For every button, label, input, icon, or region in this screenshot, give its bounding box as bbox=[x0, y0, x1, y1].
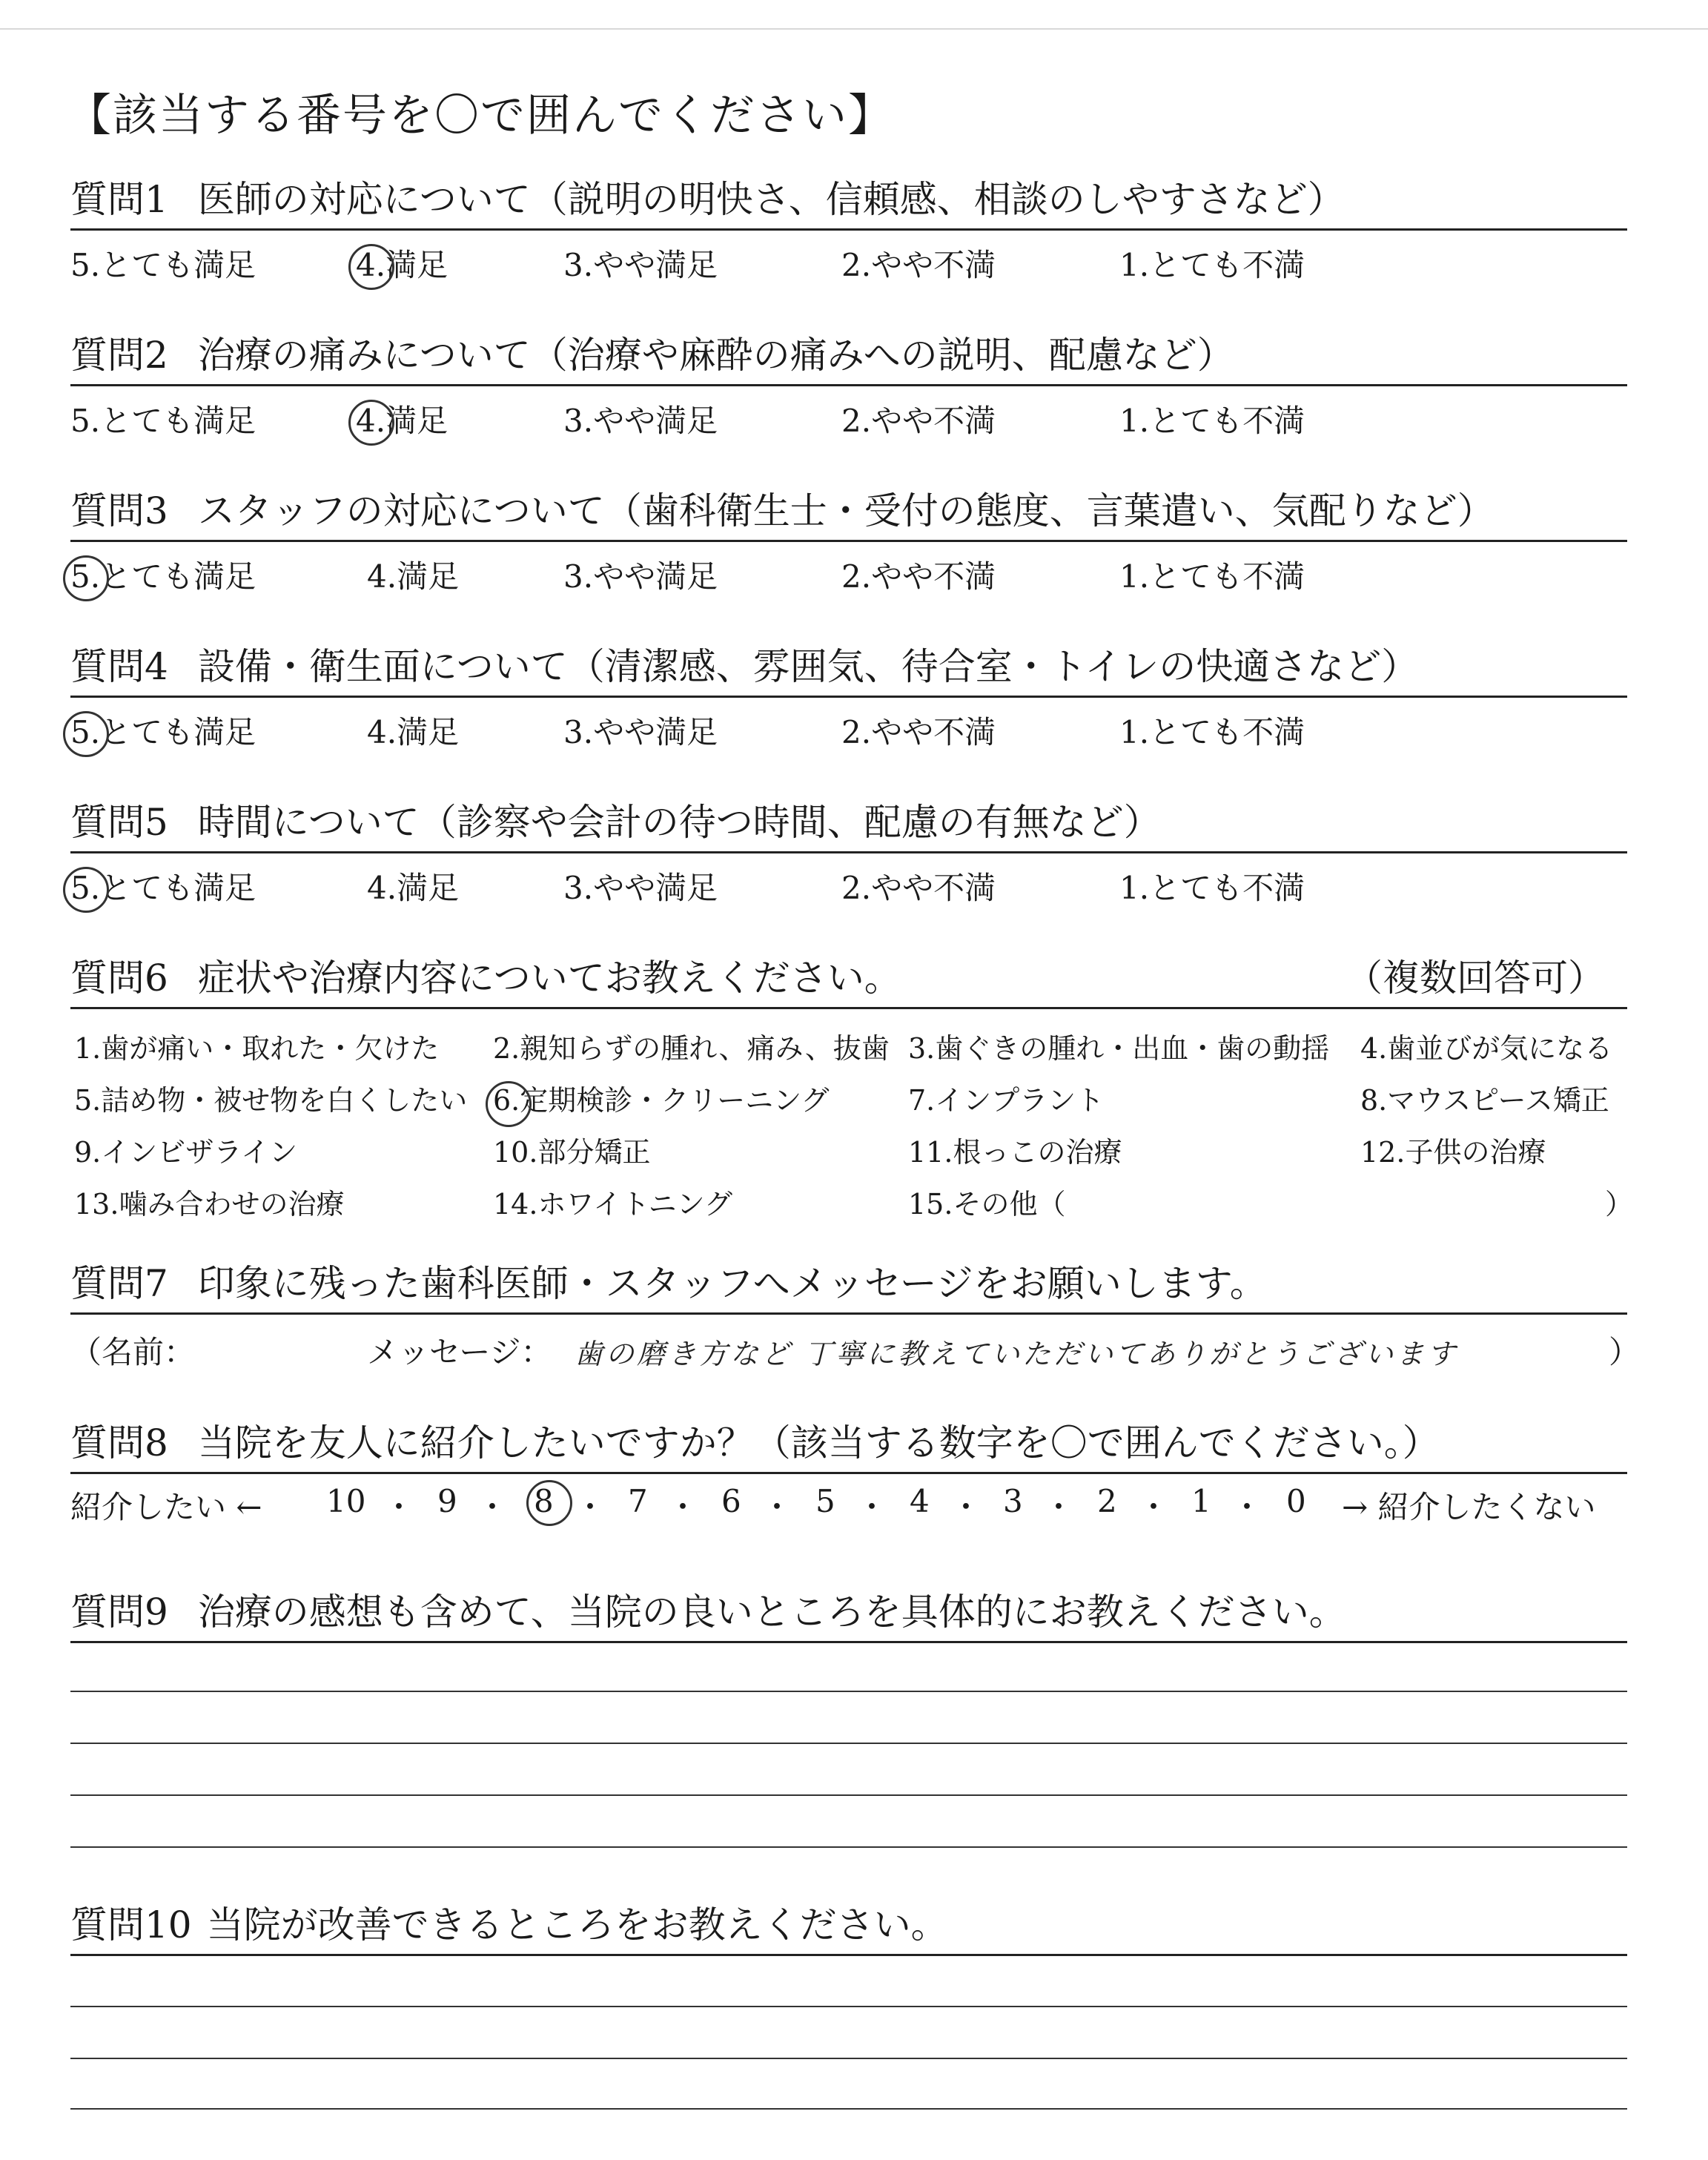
option-2[interactable]: 2.やや不満 bbox=[841, 247, 996, 283]
divider bbox=[70, 1954, 1627, 1956]
scale-4[interactable]: 4 bbox=[910, 1483, 930, 1519]
scale-separator: ・ bbox=[575, 1489, 606, 1525]
instruction-heading: 【該当する番号を〇で囲んでください】 bbox=[67, 90, 894, 142]
option-5[interactable]: 5.とても満足 bbox=[70, 714, 256, 750]
divider bbox=[70, 1312, 1627, 1315]
selection-circle: 4. bbox=[356, 403, 386, 439]
divider bbox=[70, 540, 1627, 542]
name-label: （名前： bbox=[70, 1334, 196, 1370]
option-4[interactable]: 4.満足 bbox=[356, 247, 448, 283]
scale-3[interactable]: 3 bbox=[1003, 1483, 1023, 1519]
question-1 bbox=[70, 176, 1627, 285]
rating-options bbox=[70, 552, 1627, 597]
option-1[interactable]: 1.とても不満 bbox=[1119, 403, 1305, 439]
treatment-option-6[interactable]: 6.定期検診・クリーニング bbox=[493, 1084, 830, 1117]
question-number: 質問4 bbox=[70, 645, 168, 688]
selection-circle: 5. bbox=[70, 870, 101, 906]
divider bbox=[70, 228, 1627, 231]
rating-options bbox=[70, 397, 1627, 441]
question-7 bbox=[70, 1261, 1641, 1375]
question-number: 質問6 bbox=[70, 957, 168, 1000]
option-4[interactable]: 4.満足 bbox=[367, 714, 460, 750]
treatment-option-13[interactable]: 13.噛み合わせの治療 bbox=[74, 1188, 345, 1221]
scale-2[interactable]: 2 bbox=[1097, 1483, 1117, 1519]
question-10 bbox=[70, 1902, 1627, 1956]
question-number: 質問3 bbox=[70, 489, 168, 532]
scale-separator: ・ bbox=[950, 1489, 982, 1525]
option-2[interactable]: 2.やや不満 bbox=[841, 714, 996, 750]
question-number: 質問7 bbox=[70, 1262, 168, 1305]
scale-separator: ・ bbox=[1138, 1489, 1170, 1525]
multiple-answers-hint: （複数回答可） bbox=[1345, 957, 1605, 1000]
scale-separator: ・ bbox=[761, 1489, 793, 1525]
question-text: 当院を友人に紹介したいですか？（該当する数字を〇で囲んでください。） bbox=[197, 1421, 1440, 1464]
treatment-option-3[interactable]: 3.歯ぐきの腫れ・出血・歯の動揺 bbox=[908, 1032, 1330, 1065]
option-2[interactable]: 2.やや不満 bbox=[841, 403, 996, 439]
scale-separator: ・ bbox=[667, 1489, 699, 1525]
rating-options bbox=[70, 708, 1627, 753]
treatment-option-14[interactable]: 14.ホワイトニング bbox=[493, 1188, 733, 1221]
message-row bbox=[70, 1324, 1641, 1375]
scale-0[interactable]: 0 bbox=[1286, 1483, 1306, 1519]
question-text: 印象に残った歯科医師・スタッフへメッセージをお願いします。 bbox=[197, 1262, 1267, 1305]
option-3[interactable]: 3.やや満足 bbox=[563, 870, 718, 906]
scale-5[interactable]: 5 bbox=[815, 1483, 835, 1519]
treatment-option-8[interactable]: 8.マウスピース矯正 bbox=[1360, 1084, 1609, 1117]
treatment-option-5[interactable]: 5.詰め物・被せ物を白くしたい bbox=[74, 1084, 468, 1117]
question-number: 質問1 bbox=[70, 178, 168, 221]
divider bbox=[70, 384, 1627, 386]
treatment-option-1[interactable]: 1.歯が痛い・取れた・欠けた bbox=[74, 1032, 440, 1065]
option-3[interactable]: 3.やや満足 bbox=[563, 247, 718, 283]
question-text: 医師の対応について（説明の明快さ、信頼感、相談のしやすさなど） bbox=[197, 178, 1345, 221]
option-4[interactable]: 4.満足 bbox=[356, 403, 448, 439]
scan-edge bbox=[0, 28, 1708, 30]
option-2[interactable]: 2.やや不満 bbox=[841, 870, 996, 906]
question-5 bbox=[70, 799, 1627, 908]
option-3[interactable]: 3.やや満足 bbox=[563, 403, 718, 439]
rating-options bbox=[70, 241, 1627, 285]
question-6 bbox=[70, 955, 1634, 1248]
option-4[interactable]: 4.満足 bbox=[367, 558, 460, 595]
divider bbox=[70, 1641, 1627, 1643]
option-3[interactable]: 3.やや満足 bbox=[563, 714, 718, 750]
answer-line[interactable] bbox=[70, 1691, 1627, 1692]
option-5[interactable]: 5.とても満足 bbox=[70, 870, 256, 906]
question-3 bbox=[70, 488, 1627, 597]
answer-line[interactable] bbox=[70, 1846, 1627, 1848]
answer-line[interactable] bbox=[70, 2006, 1627, 2007]
treatment-option-12[interactable]: 12.子供の治療 bbox=[1360, 1136, 1546, 1169]
question-number: 質問9 bbox=[70, 1591, 168, 1634]
question-text: 治療の感想も含めて、当院の良いところを具体的にお教えください。 bbox=[197, 1591, 1346, 1634]
selection-circle: 4. bbox=[356, 247, 386, 283]
selection-circle: 5. bbox=[70, 558, 101, 595]
treatment-option-11[interactable]: 11.根っこの治療 bbox=[908, 1136, 1122, 1169]
question-8 bbox=[70, 1420, 1627, 1527]
question-number: 質問10 bbox=[70, 1903, 192, 1946]
answer-line[interactable] bbox=[70, 2058, 1627, 2059]
question-4 bbox=[70, 644, 1627, 753]
question-text: スタッフの対応について（歯科衛生士・受付の態度、言葉遣い、気配りなど） bbox=[197, 489, 1494, 532]
option-5[interactable]: 5.とても満足 bbox=[70, 403, 256, 439]
question-9 bbox=[70, 1589, 1627, 1643]
answer-line[interactable] bbox=[70, 1794, 1627, 1796]
selection-circle: 5. bbox=[70, 714, 101, 750]
message-label: メッセージ： bbox=[367, 1334, 552, 1370]
handwritten-message[interactable]: 歯の磨き方など 丁寧に教えていただいてありがとうございます bbox=[575, 1338, 1459, 1370]
option-2[interactable]: 2.やや不満 bbox=[841, 558, 996, 595]
question-number: 質問5 bbox=[70, 801, 168, 844]
divider bbox=[70, 1472, 1627, 1474]
treatment-option-9[interactable]: 9.インビザライン bbox=[74, 1136, 298, 1169]
option-1[interactable]: 1.とても不満 bbox=[1119, 247, 1305, 283]
question-text: 当院が改善できるところをお教えください。 bbox=[206, 1903, 948, 1946]
scale-10[interactable]: 10 bbox=[326, 1483, 366, 1519]
question-number: 質問8 bbox=[70, 1421, 168, 1464]
divider bbox=[70, 851, 1627, 853]
treatment-option-2[interactable]: 2.親知らずの腫れ、痛み、抜歯 bbox=[493, 1032, 890, 1065]
answer-line[interactable] bbox=[70, 2108, 1627, 2110]
scale-6[interactable]: 6 bbox=[721, 1483, 741, 1519]
question-text: 時間について（診察や会計の待つ時間、配慮の有無など） bbox=[197, 801, 1161, 844]
rating-options bbox=[70, 864, 1627, 908]
option-4[interactable]: 4.満足 bbox=[367, 870, 460, 906]
option-5[interactable]: 5.とても満足 bbox=[70, 247, 256, 283]
scale-9[interactable]: 9 bbox=[437, 1483, 457, 1519]
divider bbox=[70, 696, 1627, 698]
treatment-option-4[interactable]: 4.歯並びが気になる bbox=[1360, 1032, 1613, 1065]
recommend-scale bbox=[70, 1483, 1627, 1527]
scale-separator: ・ bbox=[856, 1489, 888, 1525]
option-3[interactable]: 3.やや満足 bbox=[563, 558, 718, 595]
selection-circle: 6. bbox=[493, 1084, 520, 1117]
question-text: 治療の痛みについて（治療や麻酔の痛みへの説明、配慮など） bbox=[197, 334, 1234, 377]
treatment-option-10[interactable]: 10.部分矯正 bbox=[493, 1136, 651, 1169]
scale-separator: ・ bbox=[1231, 1489, 1263, 1525]
scale-8[interactable]: 8 bbox=[534, 1483, 554, 1519]
message-close-paren: ） bbox=[1609, 1334, 1641, 1370]
scale-left-label: 紹介したい ← bbox=[70, 1489, 262, 1525]
scale-7[interactable]: 7 bbox=[628, 1483, 648, 1519]
divider bbox=[70, 1007, 1627, 1009]
other-close-paren: ） bbox=[1605, 1188, 1634, 1221]
treatment-options bbox=[70, 1025, 1634, 1248]
option-5[interactable]: 5.とても満足 bbox=[70, 558, 256, 595]
scale-1[interactable]: 1 bbox=[1191, 1483, 1211, 1519]
option-1[interactable]: 1.とても不満 bbox=[1119, 558, 1305, 595]
scale-separator: ・ bbox=[1043, 1489, 1075, 1525]
question-number: 質問2 bbox=[70, 334, 168, 377]
question-2 bbox=[70, 332, 1627, 441]
treatment-option-15[interactable]: 15.その他（ bbox=[908, 1188, 1066, 1221]
question-text: 設備・衛生面について（清潔感、雰囲気、待合室・トイレの快適さなど） bbox=[197, 645, 1419, 688]
scale-separator: ・ bbox=[383, 1489, 415, 1525]
option-1[interactable]: 1.とても不満 bbox=[1119, 714, 1305, 750]
treatment-option-7[interactable]: 7.インプラント bbox=[908, 1084, 1105, 1117]
scale-right-label: → 紹介したくない bbox=[1342, 1489, 1596, 1525]
scale-separator: ・ bbox=[477, 1489, 509, 1525]
option-1[interactable]: 1.とても不満 bbox=[1119, 870, 1305, 906]
question-text: 症状や治療内容についてお教えください。 bbox=[197, 957, 901, 1000]
answer-line[interactable] bbox=[70, 1743, 1627, 1744]
